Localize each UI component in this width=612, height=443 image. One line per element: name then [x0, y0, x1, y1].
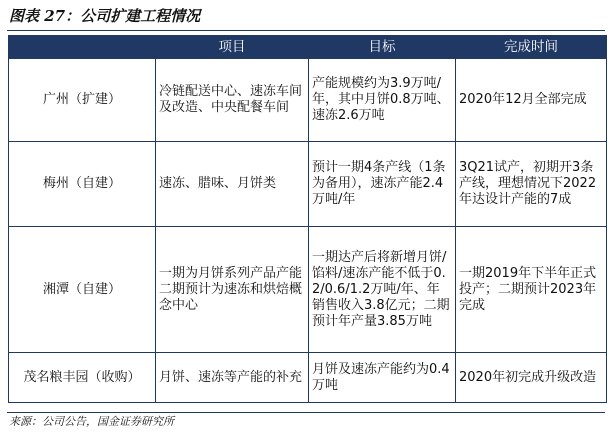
- completion-cell: 2020年12月全部完成: [456, 59, 607, 142]
- completion-cell: 3Q21试产，初期开3条产线，理想情况下2022年达设计产能的7成: [456, 142, 607, 227]
- project-cell: 冷链配送中心、速冻车间及改造、中央配餐车间: [156, 59, 309, 142]
- target-cell: 一期达产后将新增月饼/馅料/速冻产能不低于0.2/0.6/1.2万吨/年、年销售收入3.8亿元；二期预计年产量3.85万吨: [309, 227, 456, 353]
- source-divider: [7, 412, 605, 413]
- completion-cell: 2020年初完成升级改造: [456, 353, 607, 403]
- site-name: 广州（扩建）: [9, 59, 156, 142]
- header-project: 项目: [156, 36, 309, 59]
- target-cell: 月饼及速冻产能约为0.4万吨: [309, 353, 456, 403]
- table-row: [9, 353, 607, 403]
- header-completion: 完成时间: [456, 36, 607, 59]
- site-name: 茂名粮丰园（收购）: [9, 353, 156, 403]
- project-cell: 一期为月饼系列产品产能 二期预计为速冻和烘焙概念中心: [156, 227, 309, 353]
- table-row: [9, 227, 607, 353]
- project-cell: 速冻、腊味、月饼类: [156, 142, 309, 227]
- expansion-projects-table: [8, 35, 607, 403]
- header-empty: [9, 36, 156, 59]
- figure-title: 图表 27：公司扩建工程情况: [9, 7, 201, 25]
- project-cell: 月饼、速冻等产能的补充: [156, 353, 309, 403]
- table-header-row: [9, 36, 607, 59]
- site-name: 湘潭（自建）: [9, 227, 156, 353]
- site-name: 梅州（自建）: [9, 142, 156, 227]
- title-divider: [7, 30, 605, 31]
- header-target: 目标: [309, 36, 456, 59]
- completion-cell: 一期2019年下半年正式投产；二期预计2023年完成: [456, 227, 607, 353]
- table-row: [9, 59, 607, 142]
- target-cell: 预计一期4条产线（1条为备用），速冻产能2.4万吨/年: [309, 142, 456, 227]
- target-cell: 产能规模约为3.9万吨/年，其中月饼0.8万吨、速冻2.6万吨: [309, 59, 456, 142]
- table-row: [9, 142, 607, 227]
- source-note: 来源：公司公告，国金证券研究所: [9, 415, 174, 428]
